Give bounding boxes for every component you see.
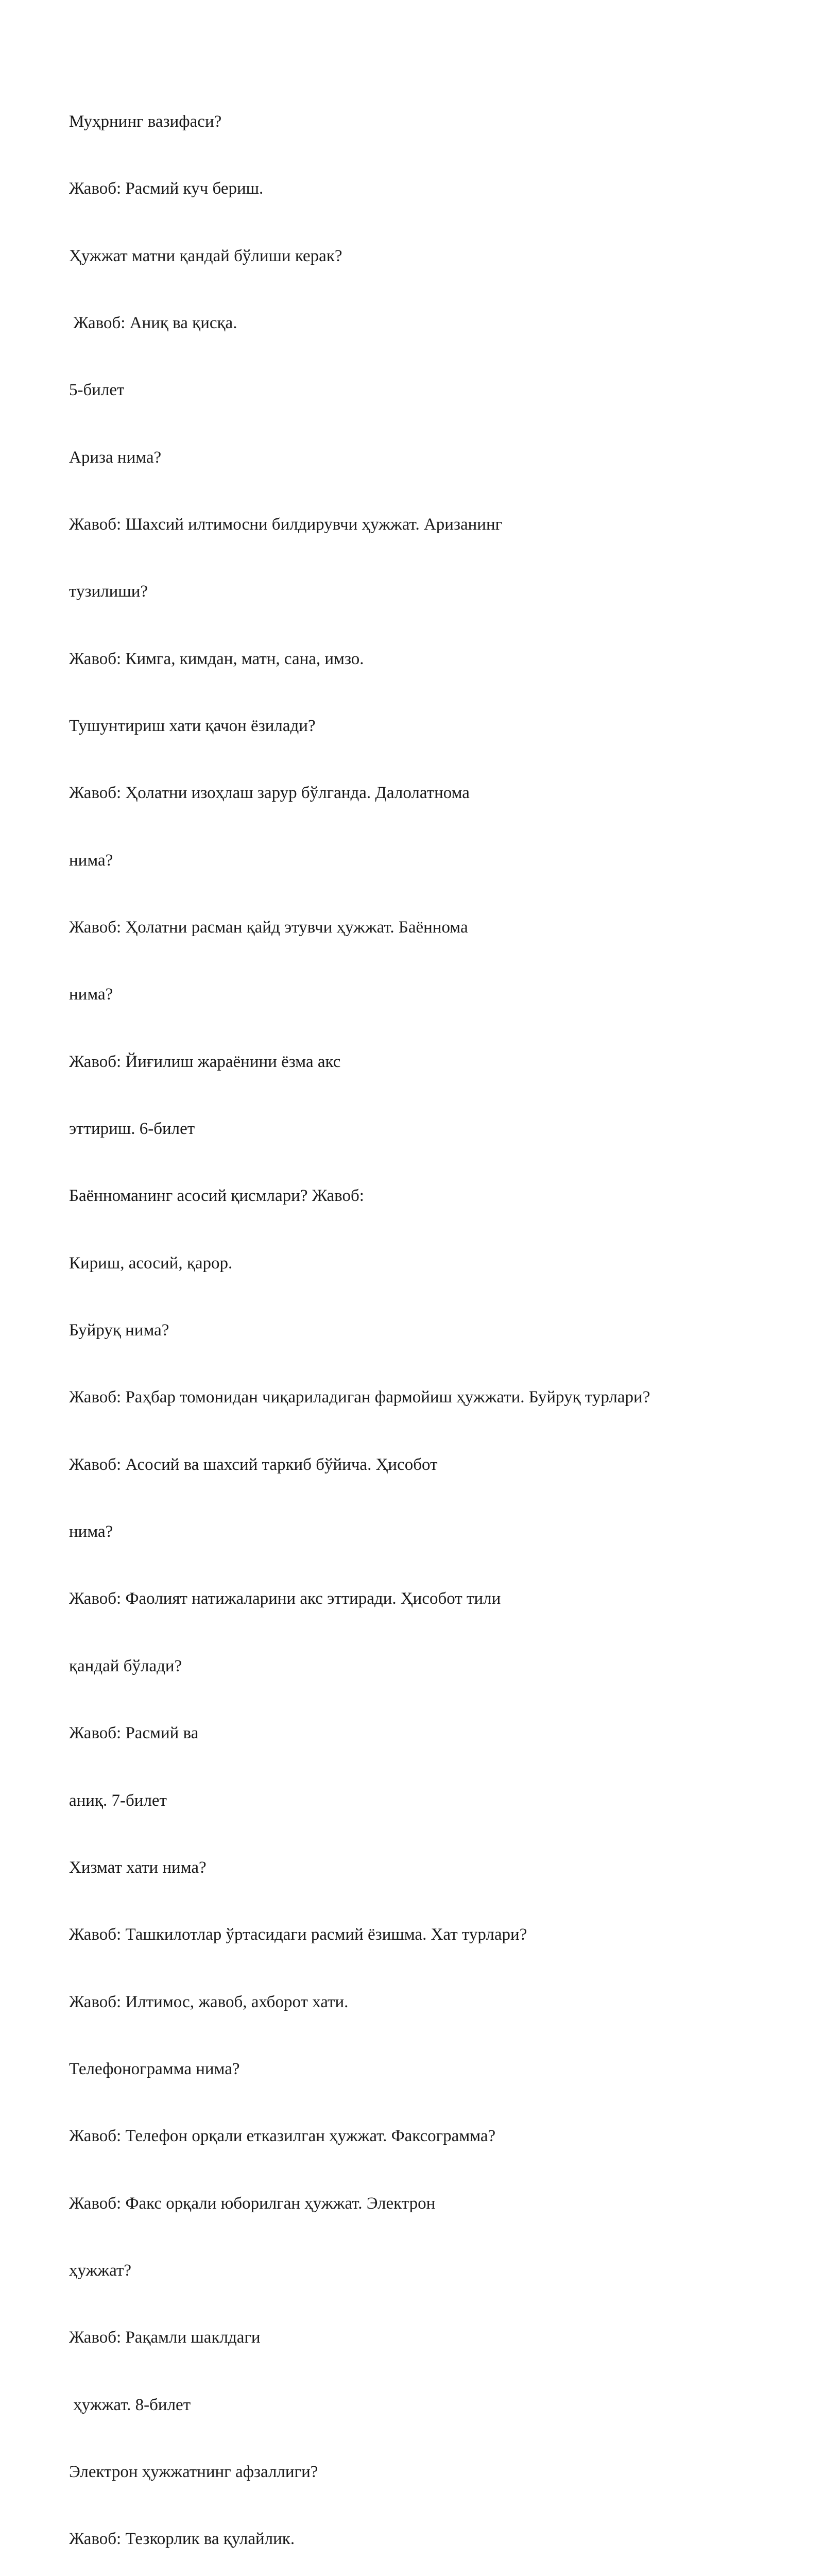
text-line: Жавоб: Ҳолатни изоҳлаш зарур бўлганда. Далолатнома — [69, 784, 470, 803]
text-line: Жавоб: Раҳбар томонидан чиқариладиган фармойиш ҳужжати. Буйруқ турлари? — [69, 1388, 650, 1407]
text-line: Жавоб: Рақамли шаклдаги — [69, 2328, 261, 2347]
text-line: Жавоб: Ҳолатни расман қайд этувчи ҳужжат. Баённома — [69, 918, 468, 937]
text-line: Электрон ҳужжатнинг афзаллиги? — [69, 2462, 318, 2481]
text-line: эттириш. 6-билет — [69, 1120, 195, 1139]
text-line: Жавоб: Телефон орқали етказилган ҳужжат. Факсограмма? — [69, 2127, 496, 2146]
text-line: ҳужжат? — [69, 2261, 132, 2280]
text-line: Кириш, асосий, қарор. — [69, 1253, 233, 1273]
text-line: Муҳрнинг вазифаси? — [69, 112, 222, 131]
text-line: ҳужжат. 8-билет — [69, 2395, 191, 2414]
ticket-heading: 5-билет — [69, 381, 125, 400]
text-line: Жавоб: Шахсий илтимосни билдирувчи ҳужжат. Аризанинг — [69, 515, 503, 534]
text-line: Тушунтириш хати қачон ёзилади? — [69, 717, 316, 735]
text-line: Баённоманинг асосий қисмлари? Жавоб: — [69, 1187, 364, 1206]
document-body — [69, 66, 790, 2576]
text-line: Жавоб: Асосий ва шахсий таркиб бўйича. Ҳисобот — [69, 1455, 438, 1474]
text-line: Жавоб: Кимга, кимдан, матн, сана, имзо. — [69, 649, 364, 668]
text-line: Жавоб: Расмий ва — [69, 1724, 199, 1743]
text-line: тузилиши? — [69, 582, 148, 601]
text-line: қандай бўлади? — [69, 1656, 182, 1675]
text-line: аниқ. 7-билет — [69, 1791, 167, 1810]
text-line: нима? — [69, 851, 113, 870]
text-line: Жавоб: Аниқ ва қисқа. — [69, 313, 237, 332]
text-line: Ҳужжат матни қандай бўлиши керак? — [69, 246, 342, 265]
text-line: Жавоб: Факс орқали юборилган ҳужжат. Электрон — [69, 2194, 436, 2213]
text-line: Жавоб: Фаолият натижаларини акс эттиради. Ҳисобот тили — [69, 1589, 501, 1608]
text-line: Жавоб: Тезкорлик ва қулайлик. — [69, 2530, 295, 2549]
text-line: нима? — [69, 985, 113, 1004]
text-line: Жавоб: Йиғилиш жараёнини ёзма акс — [69, 1052, 341, 1071]
text-line: Жавоб: Расмий куч бериш. — [69, 179, 264, 198]
text-line: нима? — [69, 1522, 113, 1541]
text-line: Телефонограмма нима? — [69, 2059, 240, 2078]
text-line: Хизмат хати нима? — [69, 1858, 207, 1877]
text-line: Жавоб: Ташкилотлар ўртасидаги расмий ёзишма. Хат турлари? — [69, 1925, 527, 1944]
text-line: Ариза нима? — [69, 448, 162, 467]
text-line: Буйруқ нима? — [69, 1321, 169, 1340]
text-line: Жавоб: Илтимос, жавоб, ахборот хати. — [69, 1992, 349, 2011]
